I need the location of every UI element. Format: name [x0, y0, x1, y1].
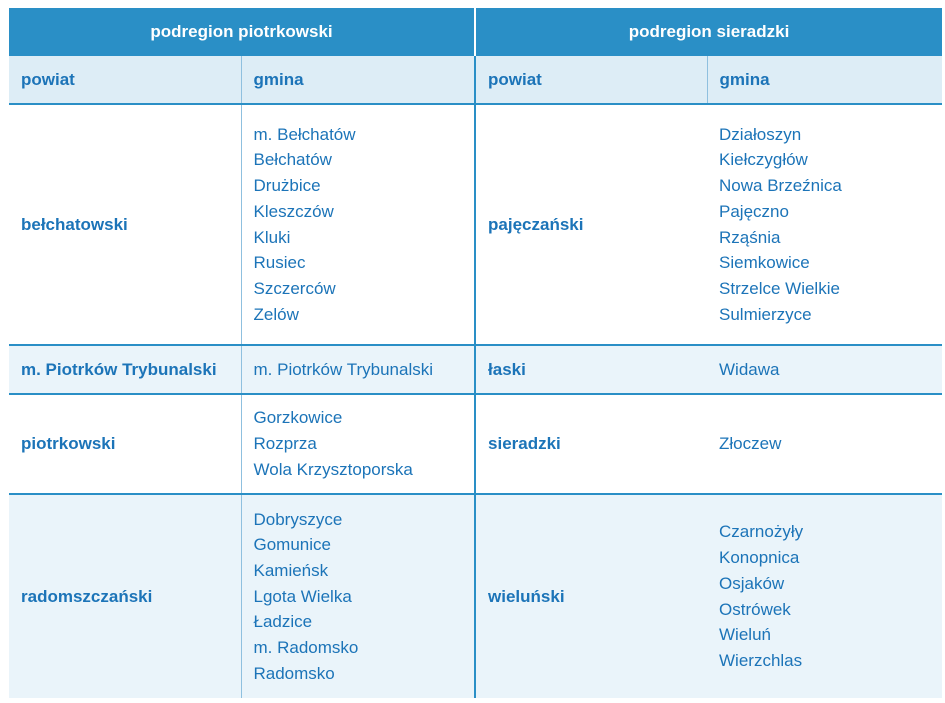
- region-header-piotrkowski: podregion piotrkowski: [9, 8, 475, 56]
- powiat-cell: sieradzki: [475, 394, 707, 494]
- gmina-list: [707, 494, 942, 698]
- gmina-item: Konopnica: [719, 548, 800, 568]
- gmina-item: Gomunice: [253, 535, 331, 555]
- table-row: [9, 394, 942, 494]
- gmina-item: m. Bełchatów: [253, 124, 356, 144]
- column-header-powiat: powiat: [9, 56, 241, 104]
- subregion-table: [9, 8, 942, 698]
- gmina-item: Kiełczygłów: [719, 150, 808, 170]
- gmina-item: Gorzkowice: [253, 408, 343, 428]
- gmina-list: [241, 104, 475, 345]
- powiat-cell: wieluński: [475, 494, 707, 698]
- region-header-row: [9, 8, 942, 56]
- gmina-item: Radomsko: [253, 663, 335, 683]
- region-header-sieradzki: podregion sieradzki: [475, 8, 942, 56]
- column-header-row: [9, 56, 942, 104]
- gmina-item: Strzelce Wielkie: [719, 278, 840, 298]
- gmina-item: Wieluń: [719, 625, 771, 645]
- gmina-item: Rozprza: [253, 434, 317, 454]
- gmina-item: Wierzchlas: [719, 650, 803, 670]
- gmina-item: Kluki: [253, 227, 291, 247]
- gmina-item: Osjaków: [719, 573, 785, 593]
- gmina-item: Wola Krzysztoporska: [253, 459, 413, 479]
- powiat-cell: łaski: [475, 345, 707, 394]
- gmina-item: Rusiec: [253, 253, 306, 273]
- gmina-list: [241, 494, 475, 698]
- gmina-item: Kamieńsk: [253, 560, 329, 580]
- table-row: [9, 104, 942, 345]
- gmina-item: Drużbice: [253, 176, 321, 196]
- gmina-item: m. Piotrków Trybunalski: [253, 359, 433, 379]
- gmina-item: Złoczew: [719, 434, 782, 454]
- gmina-list: [707, 104, 942, 345]
- gmina-item: Rząśnia: [719, 227, 781, 247]
- column-header-powiat: powiat: [475, 56, 707, 104]
- gmina-item: Lgota Wielka: [253, 586, 352, 606]
- gmina-item: Zelów: [253, 304, 299, 324]
- gmina-item: Ostrówek: [719, 599, 791, 619]
- gmina-item: Działoszyn: [719, 124, 802, 144]
- gmina-item: Kleszczów: [253, 201, 334, 221]
- column-header-gmina: gmina: [241, 56, 475, 104]
- powiat-cell: pajęczański: [475, 104, 707, 345]
- gminy-table: [9, 8, 942, 698]
- gmina-item: Siemkowice: [719, 253, 810, 273]
- gmina-item: Pajęczno: [719, 201, 789, 221]
- powiat-cell: bełchatowski: [9, 104, 241, 345]
- gmina-list: [707, 345, 942, 394]
- gmina-item: Czarnożyły: [719, 522, 804, 542]
- gmina-item: Sulmierzyce: [719, 304, 812, 324]
- gmina-item: Ładzice: [253, 612, 313, 632]
- gmina-item: m. Radomsko: [253, 638, 359, 658]
- powiat-cell: radomszczański: [9, 494, 241, 698]
- gmina-item: Nowa Brzeźnica: [719, 176, 842, 196]
- gmina-item: Szczerców: [253, 278, 336, 298]
- gmina-list: [707, 394, 942, 494]
- table-row: [9, 494, 942, 698]
- gmina-item: Widawa: [719, 359, 780, 379]
- gmina-list: [241, 345, 475, 394]
- column-header-gmina: gmina: [707, 56, 942, 104]
- powiat-cell: m. Piotrków Trybunalski: [9, 345, 241, 394]
- table-row: [9, 345, 942, 394]
- gmina-item: Bełchatów: [253, 150, 332, 170]
- gmina-list: [241, 394, 475, 494]
- powiat-cell: piotrkowski: [9, 394, 241, 494]
- gmina-item: Dobryszyce: [253, 509, 343, 529]
